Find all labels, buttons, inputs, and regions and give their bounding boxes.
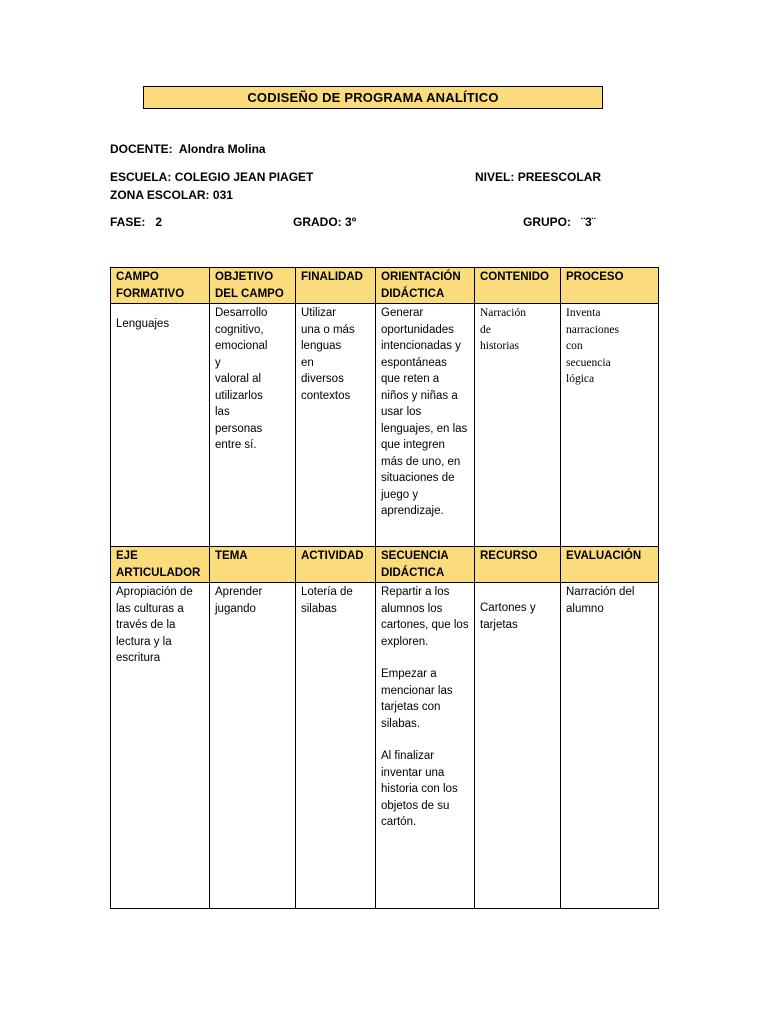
recurso-cell: Cartones y tarjetas [475, 583, 561, 909]
document-title-text: CODISEÑO DE PROGRAMA ANALÍTICO [247, 90, 499, 105]
nivel-value: PREESCOLAR [517, 170, 602, 184]
header-cell: SECUENCIA DIDÁCTICA [376, 547, 475, 583]
header-cell: EJE ARTICULADOR [111, 547, 210, 583]
tema-cell: Aprender jugando [210, 583, 296, 909]
docente-field [110, 142, 266, 156]
header-cell: PROCESO [561, 268, 659, 304]
nivel-label: NIVEL: [475, 170, 515, 184]
objetivo-cell: Desarrollo cognitivo, emocional y valoral al utilizarlos las personas entre sí. [210, 304, 296, 547]
document-title [143, 86, 603, 109]
header-cell: TEMA [210, 547, 296, 583]
header-cell: CONTENIDO [475, 268, 561, 304]
secuencia-step: Empezar a mencionar las tarjetas con silabas. [381, 668, 453, 730]
program-table [110, 267, 659, 909]
contenido-cell: Narración de historias [475, 304, 561, 547]
grupo-label: GRUPO: [523, 215, 571, 229]
grupo-value: ¨3¨ [581, 215, 596, 229]
grupo-field [523, 215, 596, 229]
header-cell: ACTIVIDAD [296, 547, 376, 583]
header-cell: ORIENTACIÓN DIDÁCTICA [376, 268, 475, 304]
header-cell: OBJETIVO DEL CAMPO [210, 268, 296, 304]
grado-field [293, 215, 356, 229]
table-header-row [111, 268, 659, 304]
campo-cell: Lenguajes [111, 304, 210, 547]
header-cell: EVALUACIÓN [561, 547, 659, 583]
secuencia-step: Repartir a los alumnos los cartones, que los exploren. [381, 586, 469, 648]
nivel-field [475, 170, 601, 184]
header-cell: FINALIDAD [296, 268, 376, 304]
evaluacion-cell: Narración del alumno [561, 583, 659, 909]
grado-label: GRADO: [293, 215, 342, 229]
orientacion-cell: Generar oportunidades intencionadas y espontáneas que reten a niños y niñas a usar los lenguajes, en las que integren más de uno, en situaciones de juego y aprendizaje. [376, 304, 475, 547]
table-header-row [111, 547, 659, 583]
header-cell: CAMPO FORMATIVO [111, 268, 210, 304]
fase-field [110, 215, 162, 229]
grado-value: 3º [345, 215, 357, 229]
eje-cell: Apropiación de las culturas a través de la lectura y la escritura [111, 583, 210, 909]
secuencia-cell [376, 583, 475, 909]
proceso-cell: Inventa narraciones con secuencia lógica [561, 304, 659, 547]
zona-value: 031 [212, 188, 233, 202]
zona-field [110, 188, 233, 202]
table-row [111, 583, 659, 909]
secuencia-step: Al finalizar inventar una historia con los objetos de su cartón. [381, 750, 458, 828]
header-cell: RECURSO [475, 547, 561, 583]
fase-value: 2 [155, 215, 163, 229]
docente-value: Alondra Molina [178, 142, 266, 156]
finalidad-cell: Utilizar una o más lenguas en diversos contextos [296, 304, 376, 547]
fase-label: FASE: [110, 215, 146, 229]
table-row [111, 304, 659, 547]
actividad-cell: Lotería de silabas [296, 583, 376, 909]
escuela-label: ESCUELA: [110, 170, 172, 184]
escuela-value: COLEGIO JEAN PIAGET [174, 170, 314, 184]
escuela-field [110, 170, 313, 184]
docente-label: DOCENTE: [110, 142, 173, 156]
zona-label: ZONA ESCOLAR: [110, 188, 210, 202]
